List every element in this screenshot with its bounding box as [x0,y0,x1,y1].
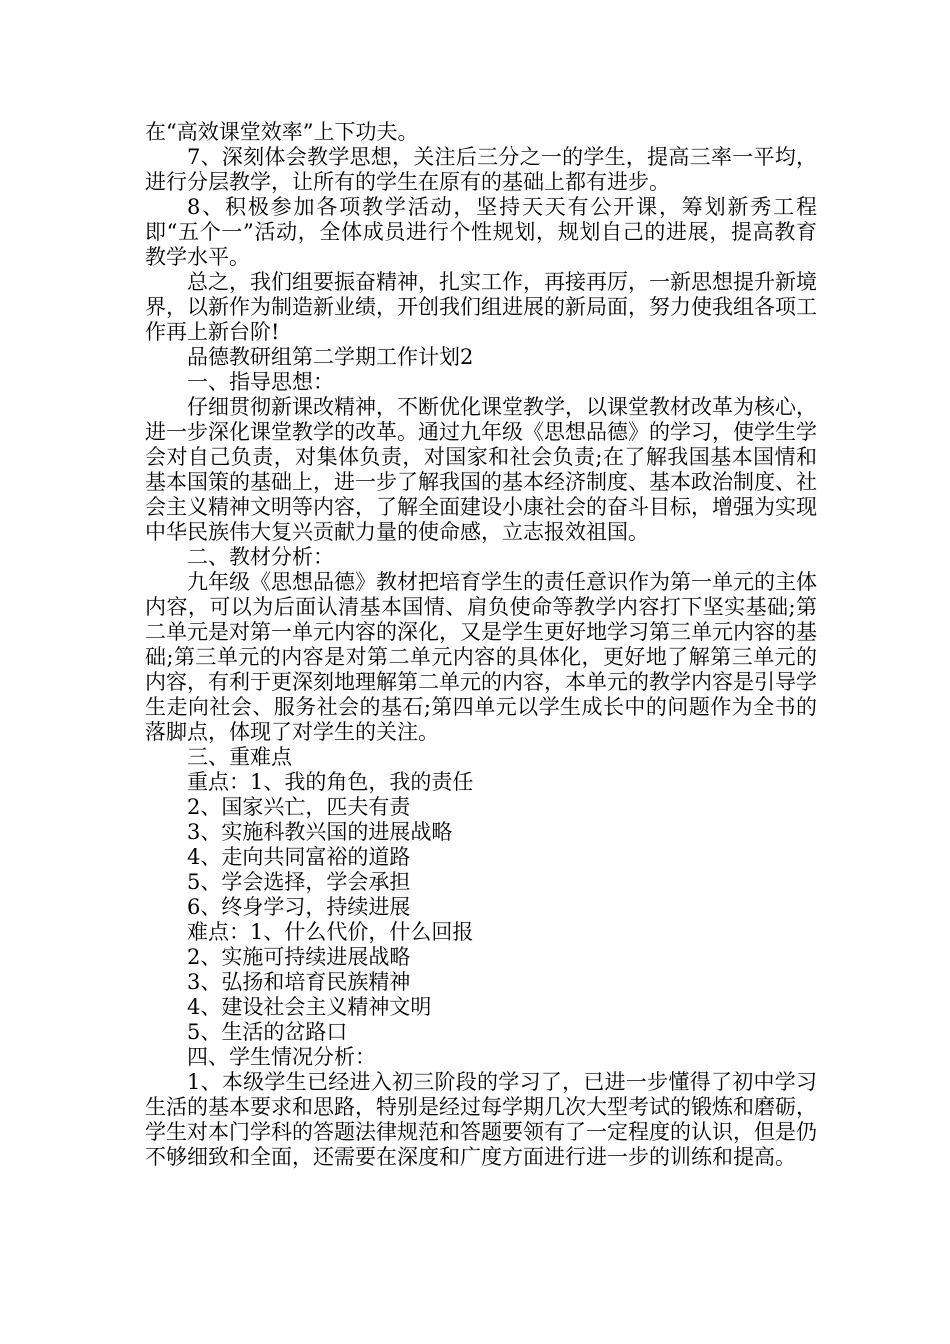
paragraph-item-7: 7、深刻体会教学思想，关注后三分之一的学生，提高三率一平均，进行分层教学，让所有的学生在原有的基础上都有进步。 [145,145,817,194]
list-item: 难点：1、什么代价，什么回报 [187,920,474,944]
paragraph-textbook-analysis: 九年级《思想品德》教材把培育学生的责任意识作为第一单元的主体内容，可以为后面认清基本国情、肩负使命等教学内容打下坚实基础;第二单元是对第一单元内容的深化，又是学生更好地学习第三单元内容的基础;第三单元的内容是对第二单元内容的具体化，更好地了解第三单元的内容，有利于更深刻地理解第二单元的内容，本单元的教学内容是引导学生走向社会、服务社会的基石;第四单元以学生成长中的问题作为全书的落脚点，体现了对学生的关注。 [145,570,817,744]
paragraph-item-8: 8、积极参加各项教学活动，坚持天天有公开课，筹划新秀工程即“五个一”活动，全体成员进行个性规划，规划自己的进展，提高教育教学水平。 [145,195,817,269]
document-body [145,120,817,1170]
document-title: 品德教研组第二学期工作计划2 [187,345,474,369]
section-heading-key-points: 三、重难点 [187,745,292,769]
list-item: 4、走向共同富裕的道路 [187,845,411,869]
section-heading-student-analysis: 四、学生情况分析： [187,1045,376,1069]
paragraph-continuation: 在“高效课堂效率”上下功夫。 [145,120,419,144]
list-item: 3、实施科教兴国的进展战略 [187,820,453,844]
list-item: 6、终身学习，持续进展 [187,895,411,919]
list-item: 5、生活的岔路口 [187,1020,348,1044]
list-item: 4、建设社会主义精神文明 [187,995,432,1019]
section-heading-guiding-thought: 一、指导思想： [187,370,334,394]
list-item: 2、国家兴亡，匹夫有责 [187,795,411,819]
list-item: 重点：1、我的角色，我的责任 [187,770,474,794]
list-item: 5、学会选择，学会承担 [187,870,411,894]
paragraph-summary: 总之，我们组要振奋精神，扎实工作，再接再厉，一新思想提升新境界，以新作为制造新业绩，开创我们组进展的新局面，努力使我组各项工作再上新台阶! [145,270,817,344]
paragraph-student-analysis: 1、本级学生已经进入初三阶段的学习了，已进一步懂得了初中学习生活的基本要求和思路，特别是经过每学期几次大型考试的锻炼和磨砺，学生对本门学科的答题法律规范和答题要领有了一定程度的认识，但是仍不够细致和全面，还需要在深度和广度方面进行进一步的训练和提高。 [145,1070,817,1169]
list-item: 3、弘扬和培育民族精神 [187,970,411,994]
section-heading-textbook-analysis: 二、教材分析： [187,545,334,569]
list-item: 2、实施可持续进展战略 [187,945,411,969]
paragraph-guiding-thought: 仔细贯彻新课改精神，不断优化课堂教学，以课堂教材改革为核心，进一步深化课堂教学的改革。通过九年级《思想品德》的学习，使学生学会对自己负责，对集体负责，对国家和社会负责;在了解我国基本国情和基本国策的基础上，进一步了解我国的基本经济制度、基本政治制度、社会主义精神文明等内容，了解全面建设小康社会的奋斗目标，增强为实现中华民族伟大复兴贡献力量的使命感，立志报效祖国。 [145,395,817,544]
